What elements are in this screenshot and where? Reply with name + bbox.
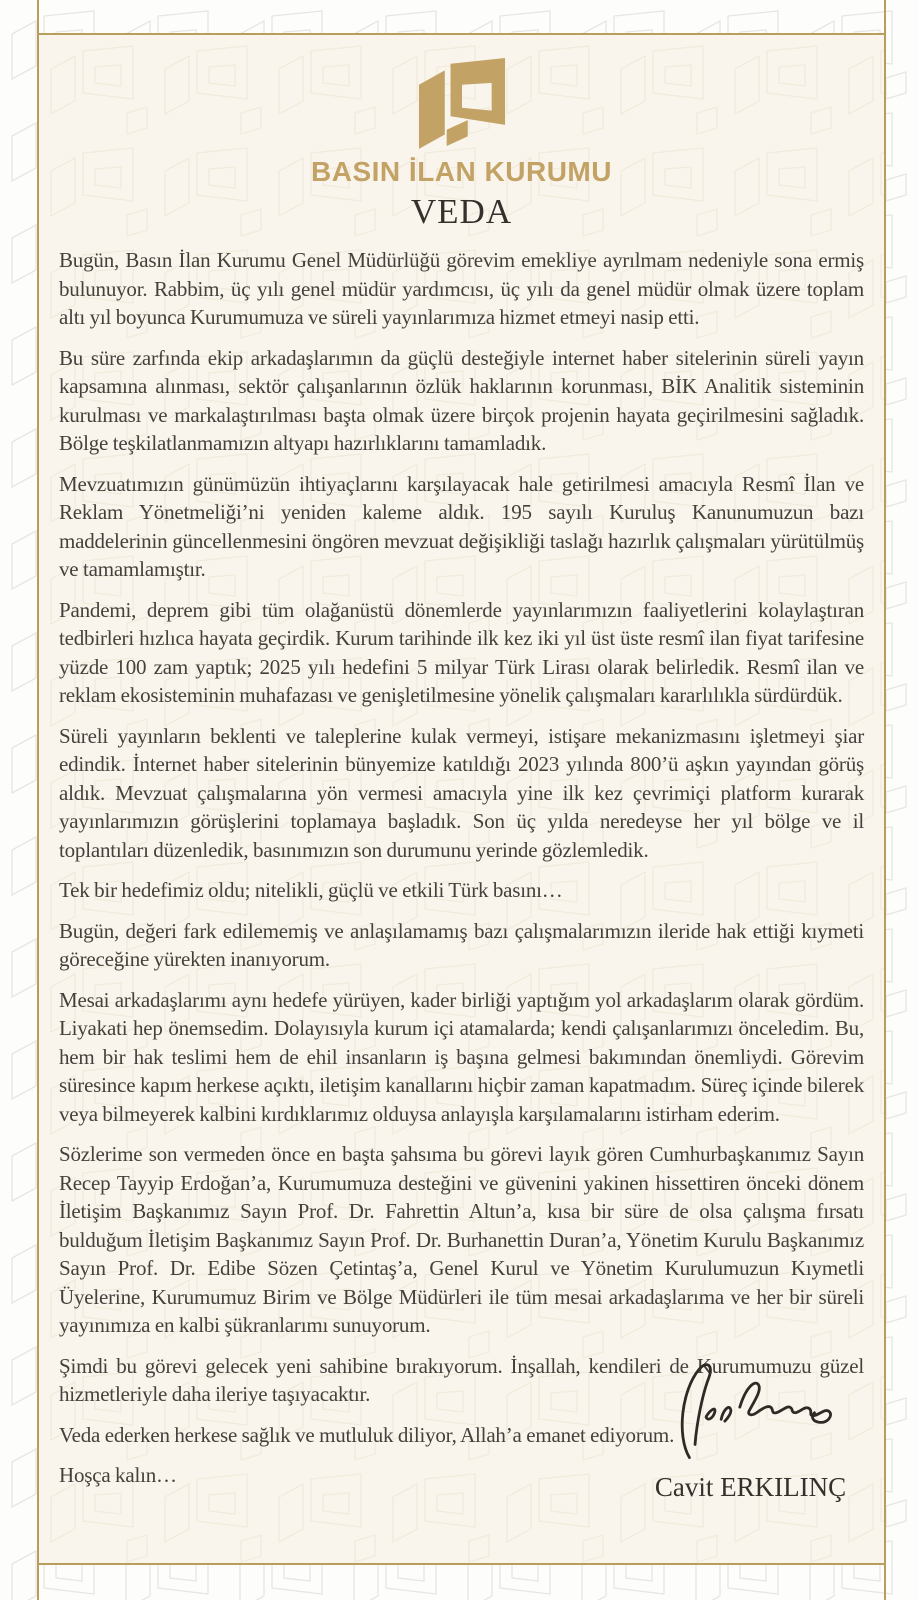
letter-paragraph: Şimdi bu görevi gelecek yeni sahibine bırakıyorum. İnşallah, kendileri de Kurumumuzu güzel hizmetleriyle daha ileriye taşıyacaktır.	[59, 1353, 864, 1406]
bik-logo-icon	[418, 53, 506, 149]
frame-line-top-left	[37, 0, 39, 33]
letter-paragraph: Mesai arkadaşlarımı aynı hedefe yürüyen, kader birliği yaptığım yol arkadaşlarım olarak gördüm. Liyakati hep önemsedim. Dolayısıyla kurum içi atamalarda; kendi çalışanlarımızı önceledim. Bu, hem bir hak teslimi hem de ehil insanların iş başına gelmesi bakımından önemliydi. Görevim süresince kapım herkese açıktı, iletişim kanallarını hiçbir zaman kapatmadım. Süreç içinde bilerek veya bilmeyerek kalbini kırdıklarımız olduysa anlayışla karşılamalarını istirham ederim.	[59, 987, 864, 1126]
letter-paragraph: Bugün, değeri fark edilememiş ve anlaşılamamış bazı çalışmalarımızın ileride hak ettiği kıymeti göreceğine yürekten inanıyorum.	[59, 918, 864, 971]
frame-line-top-right	[884, 0, 886, 33]
signatory-name: Cavit ERKILINÇ	[654, 1472, 847, 1502]
signature-icon	[656, 1353, 846, 1465]
frame-line-bottom-left	[37, 1565, 39, 1600]
letter-paragraph: Bu süre zarfında ekip arkadaşlarımın da güçlü desteğiyle internet haber sitelerinin süreli yayın kapsamına alınması, sektör çalışanlarının özlük haklarının korunması, BİK Analitik sisteminin kurulması ve markalaştırılması başta olmak üzere birçok projenin hayata geçirilmesini sağladık. Bölge teşkilatlanmamızın altyapı hazırlıklarını tamamladık.	[59, 345, 864, 455]
letter-paragraph: Süreli yayınların beklenti ve taleplerine kulak vermeyi, istişare mekanizmasını işletmeyi şiar edindik. İnternet haber sitelerinin bünyemize katıldığı 2023 yılında 800’ü aşkın yayından görüş aldık. Mevzuat çalışmalarına yön vermesi amacıyla yine ilk kez çevrimiçi platform kurarak yayınlarımızın görüşlerini toplamaya başladık. Son üç yılda neredeyse her yıl bölge ve il toplantıları düzenledik, basınımızın son durumunu yerinde gözlemledik.	[59, 723, 864, 862]
letter-paragraph: Tek bir hedefimiz oldu; nitelikli, güçlü ve etkili Türk basını…	[59, 878, 563, 902]
letter-card	[37, 33, 886, 1565]
letter-paragraph: Sözlerime son vermeden önce en başta şahsıma bu görevi layık gören Cumhurbaşkanımız Sayın Recep Tayyip Erdoğan’a, Kurumumuza desteğini ve güvenini yakinen hissettiren önceki dönem İletişim Başkanımız Sayın Prof. Dr. Fahrettin Altun’a, kısa bir süre de olsa çalışma fırsatı bulduğum İletişim Başkanımız Sayın Prof. Dr. Burhanettin Duran’a, Yönetim Kurulu Başkanımız Sayın Prof. Dr. Edibe Sözen Çetintaş’a, Genel Kurul ve Yönetim Kurulumuzun Kıymetli Üyelerine, Kurumumuz Birim ve Bölge Müdürleri ile tüm mesai arkadaşlarıma ve her bir süreli yayınımıza en kalbi şükranlarımı sunuyorum.	[59, 1142, 864, 1337]
letter-title: VEDA	[410, 192, 513, 231]
letter-paragraph: Mevzuatımızın günümüzün ihtiyaçlarını karşılayacak hale getirilmesi amacıyla Resmî İlan ve Reklam Yönetmeliği’ni yeniden kaleme aldık. 195 sayılı Kuruluş Kanunumuzun bazı maddelerinin güncellenmesini öngören mevzuat değişikliği taslağı hazırlık çalışmaları yürütülmüş ve tamamlamıştır.	[59, 471, 864, 581]
letter-paragraph: Bugün, Basın İlan Kurumu Genel Müdürlüğü görevim emekliye ayrılmam nedeniyle sona ermiş bulunuyor. Rabbim, üç yılı genel müdür yardımcısı, üç yılı da genel müdür olmak üzere toplam altı yıl boyunca Kurumumuza ve süreli yayınlarımıza hizmet etmeyi nasip etti.	[59, 248, 864, 329]
signature-block	[643, 1353, 858, 1503]
brand-wordmark: BASIN İLAN KURUMU	[311, 156, 612, 187]
letter-paragraph: Veda ederken herkese sağlık ve mutluluk diliyor, Allah’a emanet ediyorum.	[59, 1422, 675, 1447]
letter-paragraph: Pandemi, deprem gibi tüm olağanüstü dönemlerde yayınlarımızın faaliyetlerini kolaylaştıran tedbirleri hızlıca hayata geçirdik. Kurum tarihinde ilk kez iki yıl üst üste resmî ilan fiyat tarifesine yüzde 100 zam yaptık; 2025 yılı hedefini 5 milyar Türk Lirası olarak belirledik. Resmî ilan ve reklam ekosisteminin muhafazası ve genişletilmesine yönelik çalışmaları kararlılıkla sürdürdük.	[59, 597, 864, 707]
letter-paragraph: Hoşça kalın…	[59, 1463, 177, 1487]
letter-content	[39, 35, 884, 1490]
frame-line-bottom-right	[884, 1565, 886, 1600]
